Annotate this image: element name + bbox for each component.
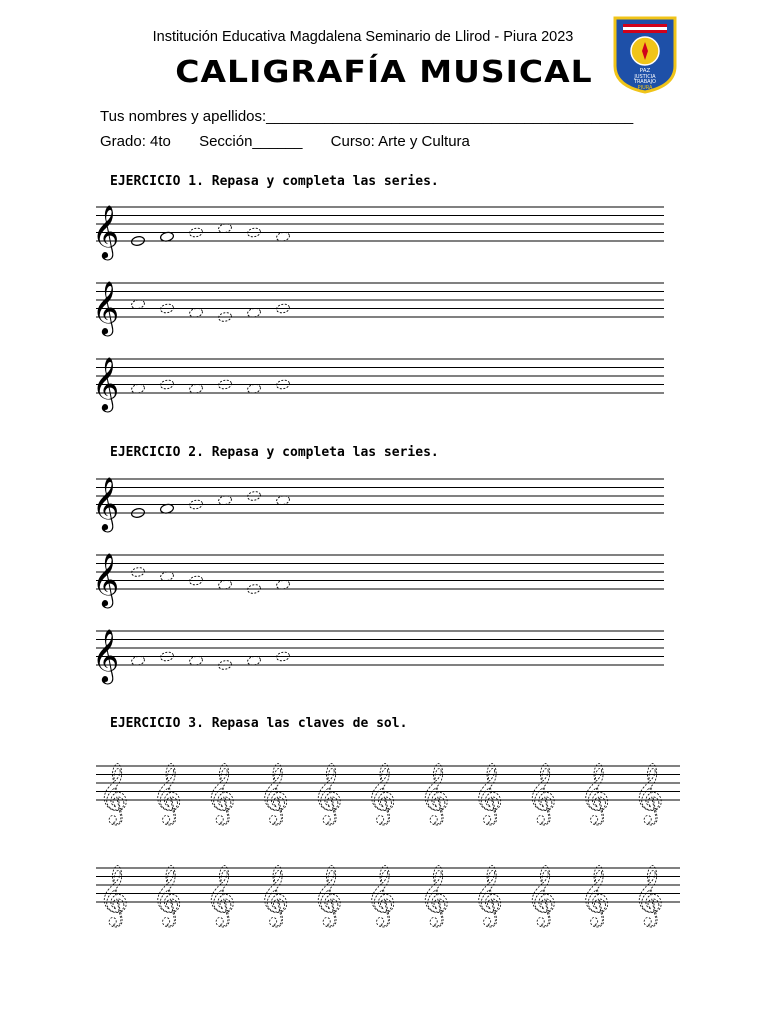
trace-row-2-traced-clef-icon: 𝄞 bbox=[526, 865, 557, 925]
trace-row-2-traced-clef-icon: 𝄞 bbox=[98, 865, 129, 925]
trace-row-1-traced-clef-icon: 𝄞 bbox=[258, 763, 290, 823]
trace-row-2-traced-clef-icon: 𝄞 bbox=[258, 865, 290, 925]
exercise-1-label: EJERCICIO 1. Repasa y completa las series. bbox=[110, 174, 439, 189]
trace-row-1-traced-clef-icon: 𝄞 bbox=[526, 763, 557, 823]
trace-row-2-traced-clef-icon: 𝄞 bbox=[633, 865, 664, 925]
trace-row-1-traced-clef-icon: 𝄞 bbox=[579, 763, 611, 823]
institution-name: Institución Educativa Magdalena Seminario de Llirod - Piura 2023 bbox=[152, 29, 574, 45]
trace-row-1-traced-clef-icon: 𝄞 bbox=[633, 763, 664, 823]
series-4-treble-clef-icon: 𝄞 bbox=[92, 476, 120, 530]
trace-row-2-traced-clef-icon: 𝄞 bbox=[312, 865, 343, 925]
series-5-treble-clef-icon: 𝄞 bbox=[92, 552, 120, 606]
exercise-3-label: EJERCICIO 3. Repasa las claves de sol. bbox=[110, 716, 408, 731]
trace-row-1-traced-clef-icon: 𝄞 bbox=[419, 763, 450, 823]
trace-row-1-traced-clef-icon: 𝄞 bbox=[312, 763, 343, 823]
trace-row-2-traced-clef-icon: 𝄞 bbox=[151, 865, 183, 925]
trace-row-2-traced-clef-icon: 𝄞 bbox=[365, 865, 397, 925]
trace-row-1-traced-clef-icon: 𝄞 bbox=[151, 763, 183, 823]
trace-row-2-traced-clef-icon: 𝄞 bbox=[579, 865, 611, 925]
trace-row-2-traced-clef-icon: 𝄞 bbox=[419, 865, 450, 925]
exercise-2-label: EJERCICIO 2. Repasa y completa las series. bbox=[110, 445, 439, 460]
logo-motto-1: PAZ bbox=[639, 68, 651, 74]
logo-motto-3: TRABAJO bbox=[633, 79, 657, 85]
trace-row-1-traced-clef-icon: 𝄞 bbox=[472, 763, 504, 823]
grade-label: Grado: 4to bbox=[100, 133, 171, 150]
series-2-treble-clef-icon: 𝄞 bbox=[92, 280, 120, 334]
trace-row-1-traced-clef-icon: 𝄞 bbox=[365, 763, 397, 823]
course-label: Curso: Arte y Cultura bbox=[330, 133, 470, 150]
trace-row-1-traced-clef-icon: 𝄞 bbox=[98, 763, 129, 823]
trace-row-2-traced-clef-icon: 𝄞 bbox=[472, 865, 504, 925]
trace-row-2-traced-clef-icon: 𝄞 bbox=[205, 865, 236, 925]
trace-row-1-traced-clef-icon: 𝄞 bbox=[205, 763, 236, 823]
name-field[interactable]: Tus nombres y apellidos:____________________________________________ bbox=[100, 108, 634, 125]
page-title: CALIGRAFÍA MUSICAL bbox=[175, 53, 593, 90]
logo-city: PIURA bbox=[637, 85, 653, 91]
series-3-treble-clef-icon: 𝄞 bbox=[92, 356, 120, 410]
logo-motto-2: JUSTICIA bbox=[634, 74, 656, 80]
series-6-treble-clef-icon: 𝄞 bbox=[92, 628, 120, 682]
section-field[interactable]: Sección______ bbox=[199, 133, 303, 150]
series-1-treble-clef-icon: 𝄞 bbox=[92, 204, 120, 258]
